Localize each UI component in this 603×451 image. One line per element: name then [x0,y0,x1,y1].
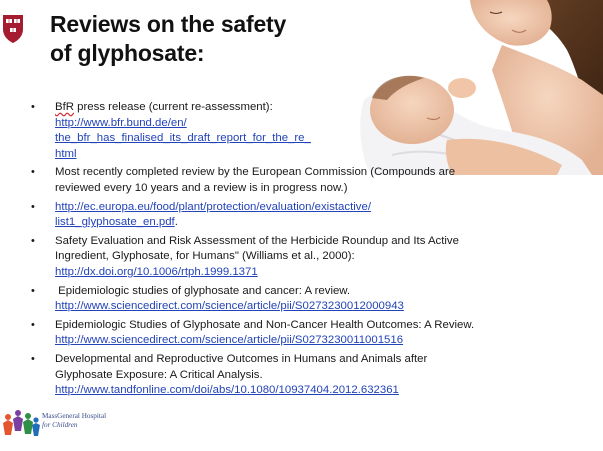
list-item [30,284,595,315]
list-item [30,318,595,349]
bfr-link-line-2[interactable]: the_bfr_has_finalised_its_draft_report_for_the_re_ [55,132,311,145]
item-text-line-1: Epidemiologic Studies of Glyphosate and Non-Cancer Health Outcomes: A Review. [55,318,475,331]
bullet-icon: • [31,234,35,247]
list-item [30,100,595,162]
item-text-line-1: Developmental and Reproductive Outcomes in Humans and Animals after [55,352,428,365]
list-item [30,165,595,196]
logo-line-1: MassGeneral Hospital [42,412,107,420]
ec-link-line-2[interactable]: list1_glyphosate_en.pdf [55,216,175,229]
bullet-icon: • [31,318,35,331]
bullet-icon: • [31,352,35,365]
item-text-rest: press release (current re-assessment): [74,101,273,113]
non-cancer-review-link[interactable]: http://www.sciencedirect.com/science/article/pii/S0273230011001516 [55,334,404,347]
bullet-icon: • [31,166,35,179]
item-text [55,100,595,116]
item-text-line-2: reviewed every 10 years and a review is in progress now.) [55,181,348,194]
williams-doi-link[interactable]: http://dx.doi.org/10.1006/rtph.1999.1371 [55,265,258,278]
bullet-icon: • [31,284,35,297]
developmental-review-link[interactable]: http://www.tandfonline.com/doi/abs/10.1080/10937404.2012.632361 [55,384,399,397]
slide-title [50,10,350,68]
ec-link-line-1[interactable]: http://ec.europa.eu/food/plant/protection/evaluation/existactive/ [55,200,371,213]
item-text-line-1: Safety Evaluation and Risk Assessment of the Herbicide Roundup and Its Active [55,234,459,247]
ec-link-suffix: . [174,216,178,229]
cancer-review-link[interactable]: http://www.sciencedirect.com/science/article/pii/S0273230012000943 [55,300,404,313]
item-text-line-1: Most recently completed review by the European Commission (Compounds are [55,166,456,179]
bullet-icon: • [31,200,35,213]
logo-line-2: for Children [42,420,78,429]
item-text-line-2: Glyphosate Exposure: A Critical Analysis. [55,368,263,381]
list-item [30,200,595,231]
logo-text [42,412,112,429]
list-item [30,352,595,399]
list-item [30,234,595,281]
harvard-shield-icon [2,14,24,44]
bfr-label: BfR [55,101,74,113]
bullet-icon: • [31,101,35,113]
title-line-1: Reviews on the safety [50,11,287,37]
item-text-line-2: Ingredient, Glyphosate, for Humans" (Williams et al., 2000): [55,250,355,263]
item-text-line-1: Epidemiologic studies of glyphosate and cancer: A review. [55,284,351,297]
reference-list [30,100,595,402]
bfr-link-line-1[interactable]: http://www.bfr.bund.de/en/ [55,116,187,129]
bfr-link-line-3[interactable]: html [55,147,77,160]
title-line-2: of glyphosate: [50,40,205,66]
